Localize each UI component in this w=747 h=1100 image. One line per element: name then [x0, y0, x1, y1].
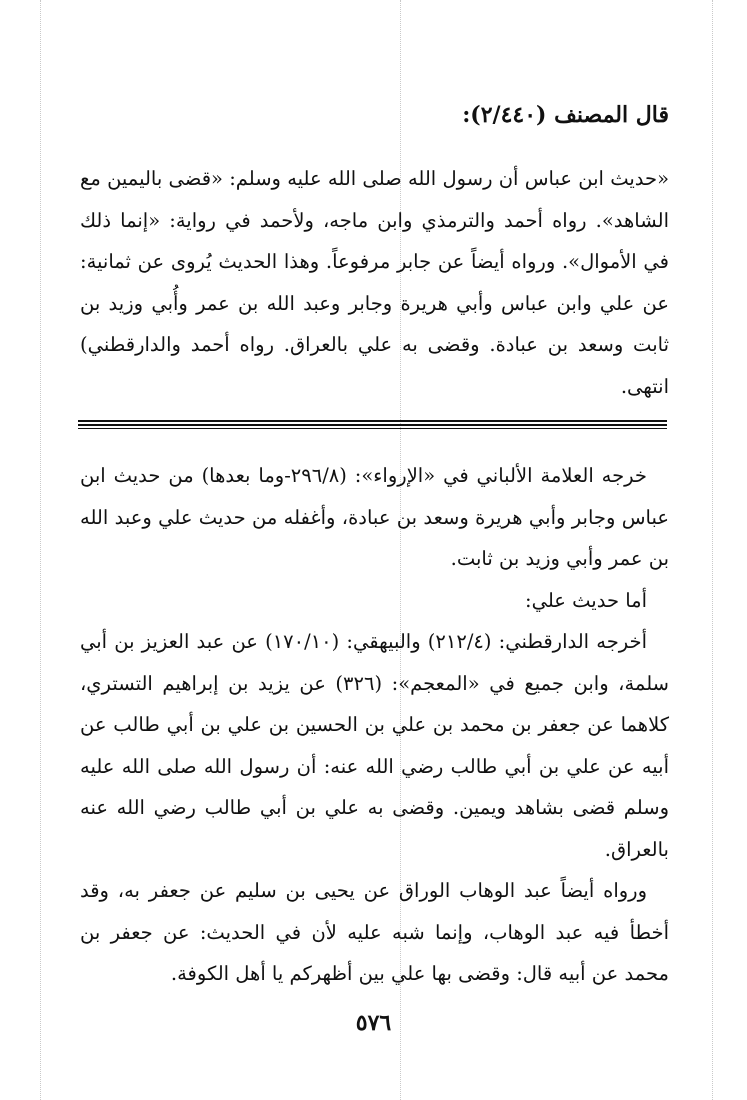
commentary-paragraph: ورواه أيضاً عبد الوهاب الوراق عن يحيى بن سليم عن جعفر به، وقد أخطأ فيه عبد الوهاب، وإنما شبه عليه لأن في الحديث: عن جعفر بن محمد عن أبيه قال: وقضى بها علي بين أظهركم يا أهل الكوفة. — [80, 879, 669, 985]
section-divider — [78, 420, 667, 430]
page-number: ٥٧٦ — [355, 1010, 392, 1036]
ruled-line — [40, 0, 41, 1100]
ruled-line — [712, 0, 713, 1100]
commentary-paragraph: أخرجه الدارقطني: (٢١٢/٤) والبيهقي: (١٧٠/١٠) عن عبد العزيز بن أبي سلمة، وابن جميع في «المعجم»: (٣٢٦) عن يزيد بن إبراهيم التستري، كلاهما عن جعفر بن محمد بن علي بن الحسين بن علي بن أبي طالب عن أبيه عن علي بن أبي طالب رضي الله عنه: أن رسول الله صلى الله عليه وسلم قضى بشاهد ويمين. وقضى به علي بن أبي طالب رضي الله عنه بالعراق. — [80, 630, 669, 861]
commentary-paragraph: خرجه العلامة الألباني في «الإرواء»: (٢٩٦/٨-وما بعدها) من حديث ابن عباس وجابر وأبي هريرة وسعد بن عبادة، وأغفله من حديث علي وعبد الله بن عمر وأبي وزيد بن ثابت. — [80, 464, 669, 570]
section-heading: قال المصنف (٢/٤٤٠): — [462, 102, 669, 128]
quoted-passage — [80, 158, 669, 407]
subheading-ali: أما حديث علي: — [525, 588, 647, 612]
quote-paragraph: «حديث ابن عباس أن رسول الله صلى الله عليه وسلم: «قضى باليمين مع الشاهد». رواه أحمد والترمذي وابن ماجه، ولأحمد في رواية: «إنما ذلك في الأموال». ورواه أيضاً عن جابر مرفوعاً. وهذا الحديث يُروى عن ثمانية: عن علي وابن عباس وأبي هريرة وجابر وعبد الله بن عمر وأُبي وزيد بن ثابت وسعد بن عبادة. وقضى به علي بالعراق. رواه أحمد والدارقطني) انتهى. — [80, 167, 669, 398]
commentary — [80, 455, 669, 995]
